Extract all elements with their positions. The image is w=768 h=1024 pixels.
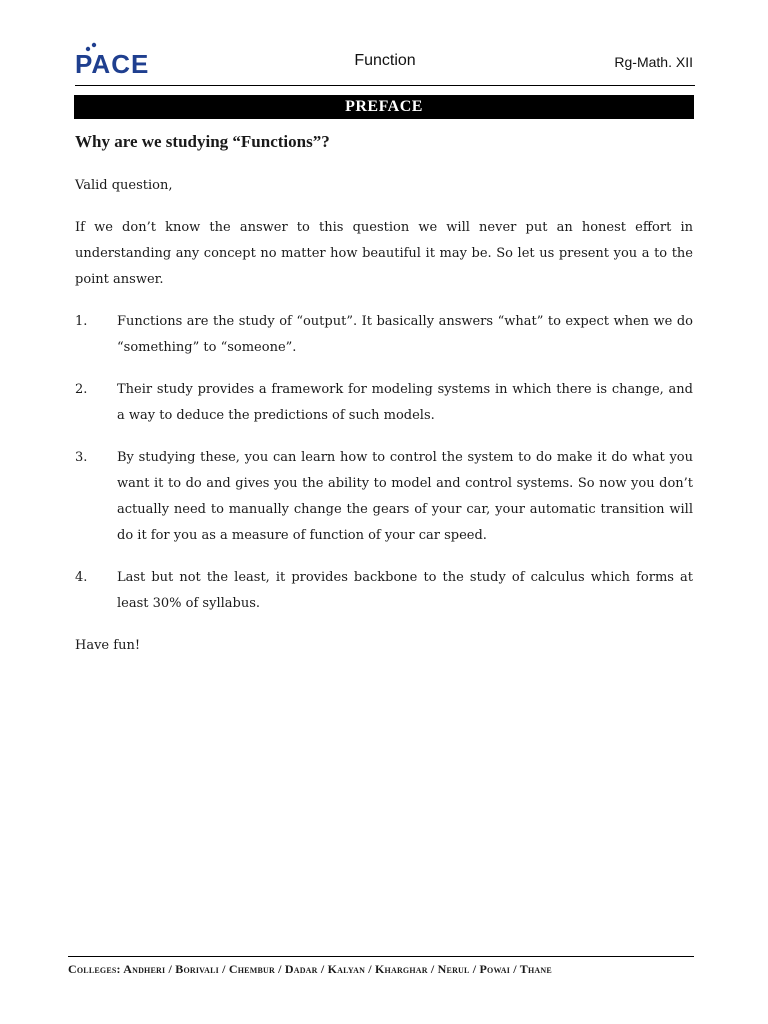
logo-text: PACE	[75, 49, 150, 79]
list-number: 1.	[75, 314, 88, 329]
list-item	[75, 565, 693, 617]
page-footer: Colleges: Andheri / Borivali / Chembur / Dadar / Kalyan / Kharghar / Nerul / Powai / Thane	[68, 956, 694, 977]
document-title: Function	[354, 52, 416, 69]
reasons-list	[75, 309, 693, 617]
paragraph: Valid question,	[75, 178, 173, 193]
list-number: 2.	[75, 382, 88, 397]
page-header	[75, 40, 695, 86]
list-item	[75, 445, 693, 549]
section-question: Why are we studying “Functions”?	[75, 132, 330, 151]
document-code: Rg-Math. XII	[614, 54, 693, 70]
list-item	[75, 309, 693, 361]
list-item	[75, 377, 693, 429]
closing-line: Have fun!	[75, 638, 141, 653]
list-text: Last but not the least, it provides backbone to the study of calculus which forms at least 30% of syllabus.	[117, 570, 693, 611]
list-text: Their study provides a framework for modeling systems in which there is change, and a way to deduce the predictions of such models.	[117, 382, 693, 423]
list-number: 3.	[75, 450, 88, 465]
paragraph: If we don’t know the answer to this question we will never put an honest effort in understanding any concept no matter how beautiful it may be. So let us present you a to the point answer.	[75, 220, 693, 287]
list-text: By studying these, you can learn how to control the system to do make it do what you want it to do and gives you the ability to model and control systems. So now you don’t actually need to manually change the gears of your car, your automatic transition will do it for you as a measure of function of your car speed.	[117, 450, 693, 543]
list-text: Functions are the study of “output”. It basically answers “what” to expect when we do “something” to “someone”.	[117, 314, 693, 355]
list-number: 4.	[75, 570, 88, 585]
preface-content	[75, 173, 693, 675]
preface-banner: PREFACE	[74, 95, 694, 119]
